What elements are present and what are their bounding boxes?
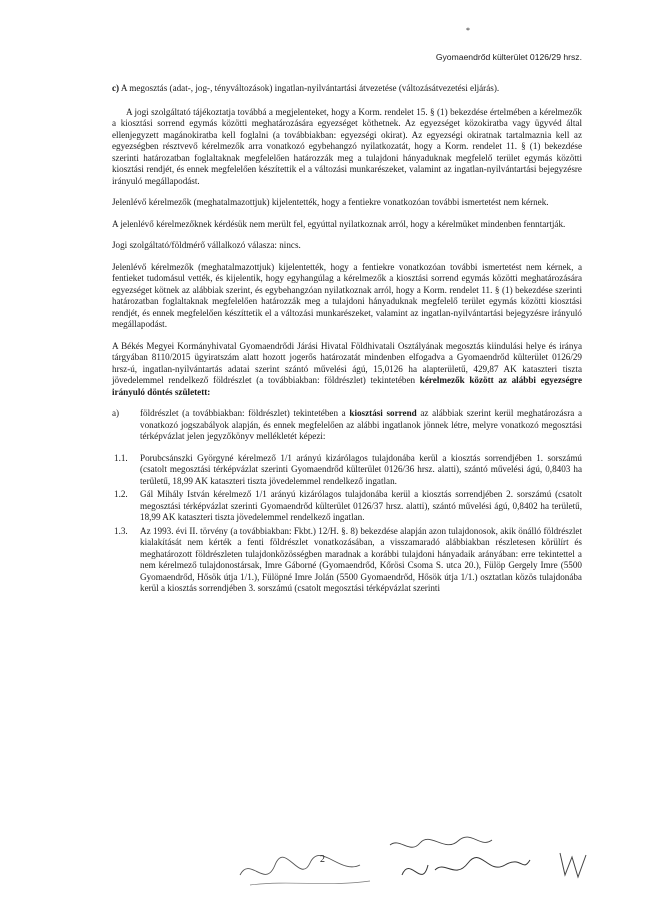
item-a-pre: földrészlet (a továbbiakban: földrészlet) tekintetében a [140,408,350,418]
signature-3 [402,858,530,875]
paragraph-statement-2: A jelenlévő kérelmezőknek kérdésük nem merült fel, egyúttal nyilatkoznak arról, hogy a kérelmüket mindenben fenntartják. [112,218,566,229]
paragraph-reply: Jogi szolgáltató/földmérő vállalkozó válasza: nincs. [112,240,301,250]
list-item [114,525,582,595]
paragraph-decision [112,341,582,399]
page-header-reference: Gyomaendrőd külterület 0126/29 hrsz. [435,52,582,62]
list-item [114,452,582,488]
list-item-number: 1.1. [114,452,128,463]
list-item-number: 1.3. [114,525,128,536]
paragraph-statement-1: Jelenlévő kérelmezők (meghatalmazottjuk) kijelentették, hogy a fentiekre vonatkozóan további ismertetést nem kérnek. [112,197,549,207]
paragraph-c [112,83,582,95]
signature-underline-1 [250,881,370,885]
signature-2 [390,837,492,847]
signature-1 [240,855,360,875]
item-a-post: az alábbiak szerint kerül meghatározásra a vonatkozó jogszabályok alapján, és ennek megfelelően az alábbi ingatlanok jönnek létre, melyre vonatkozó megosztási térképvázlat jelen jegyzőkönyv mellékletét képezi: [140,408,582,441]
page-number: 2 [320,854,325,865]
paragraph-decision-bold: kérelmezők között az alábbi egyezségre irányuló döntés született: [112,375,582,397]
top-mark: * [466,26,470,35]
signature-4 [560,853,586,877]
paragraph-c-text: A megosztás (adat-, jog-, tényváltozások) ingatlan-nyilvántartási átvezetése (változásátvezetési eljárás). [120,83,500,93]
list-item-text: Gál Mihály István kérelmező 1/1 arányú kizárólagos tulajdonába kerül a kiosztás sorrendjében 2. sorszámú (csatolt megosztási térképvázlat szerinti Gyomaendrőd külterület 0126/37 hrsz. alatti), szántó művelési ágú, 0,8402 ha területű, 18,99 AK kataszteri tiszta jövedelemmel rendelkező ingatlan. [140,489,582,522]
item-a-label: a) [112,408,120,418]
item-a-bold: kiosztási sorrend [349,408,417,418]
handwritten-signatures [230,835,590,905]
paragraph-legal-info: A jogi szolgáltató tájékoztatja továbbá a megjelenteket, hogy a Korm. rendelet 15. § (1) bekezdése értelmében a kérelmezők a kiosztási sorrend egymás közötti meghatározására egyezséget köthetnek. Az egyezséget közokiratba vagy ügyvéd által ellenjegyzett magánokiratba kell foglalni (a továbbiakban: egyezségi okirat). Az egyezségi okiratnak tartalmaznia kell az egyezségben résztvevő kérelmezők arra vonatkozó egybehangzó nyilatkozatát, hogy a Korm. rendelet 11. § (1) bekezdése szerinti határozatban foglaltaknak megfelelően határozzák meg a tulajdoni hányaduknak megfelelő terület egymás közötti kiosztási rendjét, és ennek megfelelően készítettik el a változási munkarészeket, valamint az ingatlan-nyilvántartási bejegyzésre irányuló megállapodást. [112,106,582,186]
allocation-list [112,453,582,595]
item-a-text [140,408,582,443]
list-item-text: Az 1993. évi II. törvény (a továbbiakban: Fkbt.) 12/H. §. 8) bekezdése alapján azon tulajdonosok, akik önálló földrészlet kialakítását nem kérték a fenti földrészlet vonatkozásában, a visszamaradó alábbiakban részletesen körülírt és meghatározott földrészleten tulajdonközösségben maradnak a korábbi tulajdoni hányadaik arányában: erre tekintettel a nem kérelmező tulajdonostársak, Imre Gáborné (Gyomaendrőd, Kőrösi Csoma S. utca 20.), Fülöp Gergely Imre (5500 Gyomaendrőd, Hősök útja 1/1.), Fülöpné Imre Jolán (5500 Gyomaendrőd, Hősök útja 1/1.) osztatlan közös tulajdonába kerül a kiosztás sorrendjében 3. sorszámú (csatolt megosztási térképvázlat szerinti [140,525,582,593]
paragraph-c-label: c) [112,83,120,93]
list-item [114,489,582,524]
paragraph-decision-text: A Békés Megyei Kormányhivatal Gyomaendrődi Járási Hivatal Földhivatali Osztályának megosztás kiindulási helye és iránya tárgyában 8110/2015 ügyiratszám alatt hozott jogerős határozatát mindenben elfogadva a Gyomaendrőd külterület 0126/29 hrsz-ú, ingatlan-nyilvántartás adatai szerint szántó művelési ágú, 15,0126 ha alapterületű, 429,87 AK kataszteri tiszta jövedelemmel rendelkező földrészlet (a továbbiakban: földrészlet) tekintetében [112,340,582,385]
item-a [112,408,582,443]
paragraph-agreement: Jelenlévő kérelmezők (meghatalmazottjuk) kijelentették, hogy a fentiekre vonatkozóan további ismertetést nem kérnek, a fentieket tudomásul vették, és kijelentik, hogy egyhangúlag a kérelmezők a kiosztási sorrend egymás közötti meghatározására egyezséget kötnek az alábbiak szerint, és egybehangzóan nyilatkoznak arról, hogy a Korm. rendelet 11. § (1) bekezdése szerinti határozatban foglaltaknak megfelelően határozzák meg a tulajdoni hányaduknak megfelelő terület egymás közötti kiosztási rendjét, és ennek megfelelően készíttetik el a változási munkarészeket, valamint az ingatlan-nyilvántartási bejegyzésre irányuló megállapodást. [112,261,582,329]
list-item-number: 1.2. [114,489,128,499]
document-body [112,83,582,597]
list-item-text: Porubcsánszki Györgyné kérelmező 1/1 arányú kizárólagos tulajdonába kerül a kiosztás sorrendjében 1. sorszámú (csatolt megosztási térképvázlat szerinti Gyomaendrőd külterület 0126/36 hrsz. alatti), szántó művelési ágú, 0,8403 ha területű, 18,99 AK kataszteri tiszta jövedelemmel rendelkező ingatlan. [140,452,582,486]
